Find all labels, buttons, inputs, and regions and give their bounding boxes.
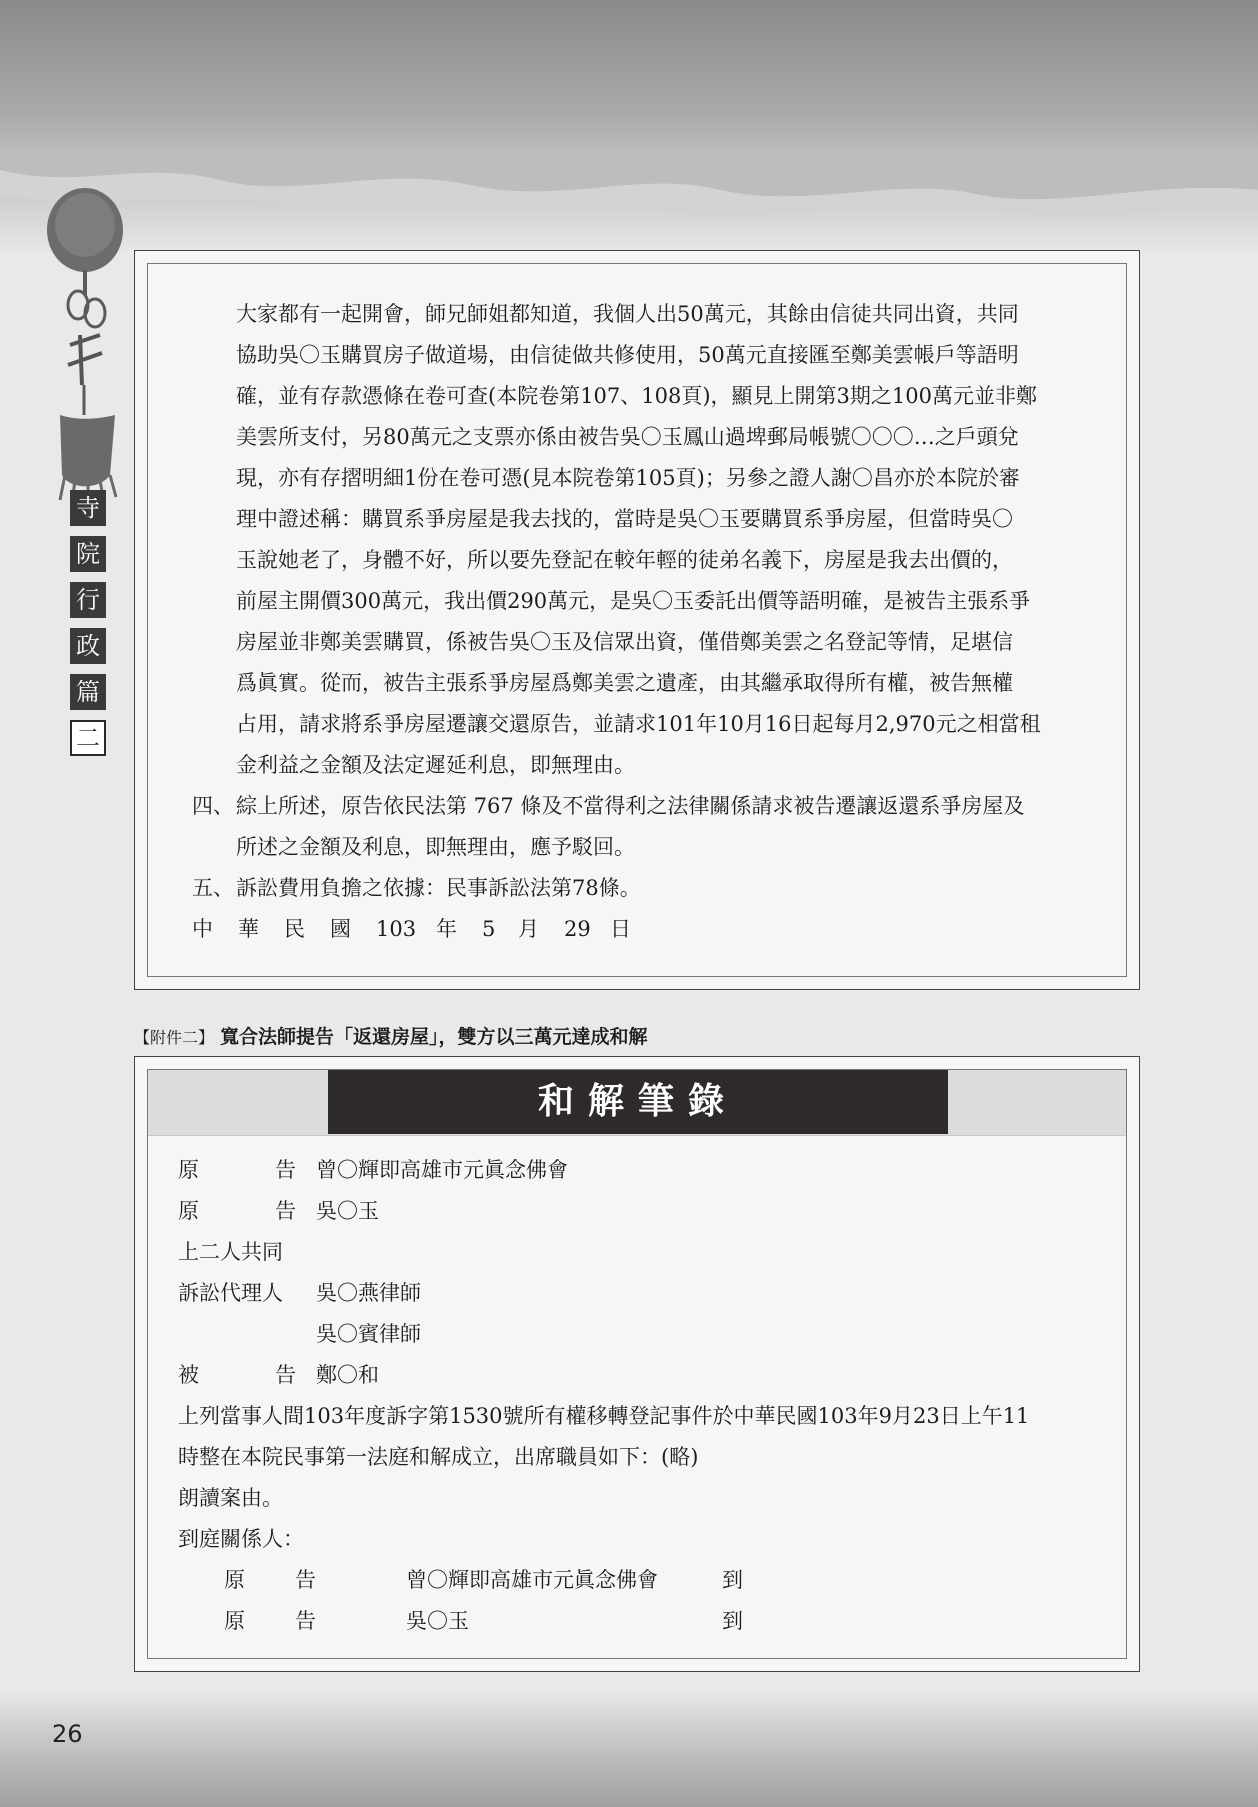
chapter-tab [70,490,106,756]
statement-line: 時整在本院民事第一法庭和解成立，出席職員如下：(略) [178,1445,699,1469]
date-part: 103 [376,917,417,941]
attendee-row [178,1601,1096,1642]
chapter-char: 篇 [70,674,106,710]
party-label-char: 被 [178,1363,199,1387]
date-part: 華 [238,917,259,941]
record-banner [148,1070,1126,1136]
party-label-char: 原 [178,1199,199,1223]
ink-brush-edge [0,150,1258,230]
attendee-label-char: 告 [295,1568,316,1592]
record-body [148,1136,1126,1642]
date-part: 民 [284,917,305,941]
text-line: 大家都有一起開會，師兄師姐都知道，我個人出50萬元，其餘由信徒共同出資，共同 [236,302,1019,326]
attendee-label-char: 原 [224,1609,245,1633]
chapter-char: 院 [70,536,106,572]
joint-row [178,1232,1096,1273]
agent-label: 訴訟代理人 [178,1281,283,1305]
item-number: 四、 [192,794,234,818]
judgment-excerpt-inner [147,263,1127,977]
text-line: 現，亦有存摺明細1份在卷可憑(見本院卷第105頁)；另參之證人謝〇昌亦於本院於審 [236,466,1020,490]
party-row [178,1150,1096,1191]
attachment-caption [134,1022,1134,1053]
text-line: 所述之金額及利息，即無理由，應予駁回。 [236,835,635,859]
judgment-excerpt-box [134,250,1140,990]
date-part: 年 [436,917,457,941]
chapter-number: 二 [70,720,106,756]
date-part: 月 [518,917,539,941]
party-label-char: 告 [275,1199,296,1223]
text-line: 前屋主開價300萬元，我出價290萬元，是吳〇玉委託出價等語明確，是被告主張系爭 [236,589,1031,613]
chapter-char: 行 [70,582,106,618]
date-part: 日 [610,917,631,941]
hanging-ornament-icon [40,175,130,505]
judgment-date [192,909,1090,950]
judgment-paragraph [192,294,1090,786]
text-line: 理中證述稱：購買系爭房屋是我去找的，當時是吳〇玉要購買系爭房屋，但當時吳〇 [236,507,1013,531]
attachment-tag: 【附件二】 [134,1028,215,1047]
date-part: 中 [192,917,213,941]
date-part: 29 [564,917,591,941]
text-line: 房屋並非鄭美雲購買，係被告吳〇玉及信眾出資，僅借鄭美雲之名登記等情，足堪信 [236,630,1013,654]
settlement-record-box [134,1056,1140,1672]
reading-line: 朗讀案由。 [178,1486,283,1510]
defendant-row [178,1355,1096,1396]
agent-name: 吳〇賓律師 [316,1322,421,1346]
text-line: 爲眞實。從而，被告主張系爭房屋爲鄭美雲之遺產，由其繼承取得所有權，被告無權 [236,671,1013,695]
chapter-char: 寺 [70,490,106,526]
statement-line: 上列當事人間103年度訴字第1530號所有權移轉登記事件於中華民國103年9月23日上午11 [178,1404,1030,1428]
item-number: 五、 [192,876,234,900]
party-name: 吳〇玉 [316,1199,379,1223]
item-four [192,786,1090,868]
party-label-char: 原 [178,1158,199,1182]
attendee-name: 曾〇輝即高雄市元眞念佛會 [406,1568,658,1592]
text-line: 協助吳〇玉購買房子做道場，由信徒做共修使用，50萬元直接匯至鄭美雲帳戶等語明 [236,343,1019,367]
page-number: 26 [52,1720,83,1748]
attendee-label-char: 告 [295,1609,316,1633]
agent-name: 吳〇燕律師 [316,1281,421,1305]
text-line: 占用，請求將系爭房屋遷讓交還原告，並請求101年10月16日起每月2,970元之相當租 [236,712,1041,736]
attachment-title: 寬合法師提告「返還房屋」，雙方以三萬元達成和解 [220,1026,648,1048]
settlement-record-inner [147,1069,1127,1659]
party-row [178,1191,1096,1232]
text-line: 綜上所述，原告依民法第 767 條及不當得利之法律關係請求被告遷讓返還系爭房屋及 [236,794,1025,818]
attendee-label-char: 原 [224,1568,245,1592]
attendee-status: 到 [722,1568,743,1592]
date-part: 5 [482,917,496,941]
agent-row [178,1273,1096,1314]
party-name: 曾〇輝即高雄市元眞念佛會 [316,1158,568,1182]
attendee-status: 到 [722,1609,743,1633]
party-label-char: 告 [275,1363,296,1387]
agent-row [178,1314,1096,1355]
date-part: 國 [330,917,351,941]
joint-label: 上二人共同 [178,1240,283,1264]
attendee-name: 吳〇玉 [406,1609,469,1633]
text-line: 訴訟費用負擔之依據：民事訴訟法第78條。 [236,876,641,900]
item-five [192,868,1090,909]
attendees-label: 到庭關係人： [178,1527,304,1551]
defendant-name: 鄭〇和 [316,1363,379,1387]
bottom-ink-texture [0,1690,1258,1807]
text-line: 金利益之金額及法定遲延利息，即無理由。 [236,753,635,777]
text-line: 美雲所支付，另80萬元之支票亦係由被告吳〇玉鳳山過埤郵局帳號〇〇〇…之戶頭兌 [236,425,1019,449]
attendee-row [178,1560,1096,1601]
text-line: 玉說她老了，身體不好，所以要先登記在較年輕的徒弟名義下，房屋是我去出價的， [236,548,1013,572]
record-title: 和解筆錄 [328,1070,948,1134]
party-label-char: 告 [275,1158,296,1182]
text-line: 確，並有存款憑條在卷可查(本院卷第107、108頁)，顯見上開第3期之100萬元並非鄭 [236,384,1037,408]
chapter-char: 政 [70,628,106,664]
